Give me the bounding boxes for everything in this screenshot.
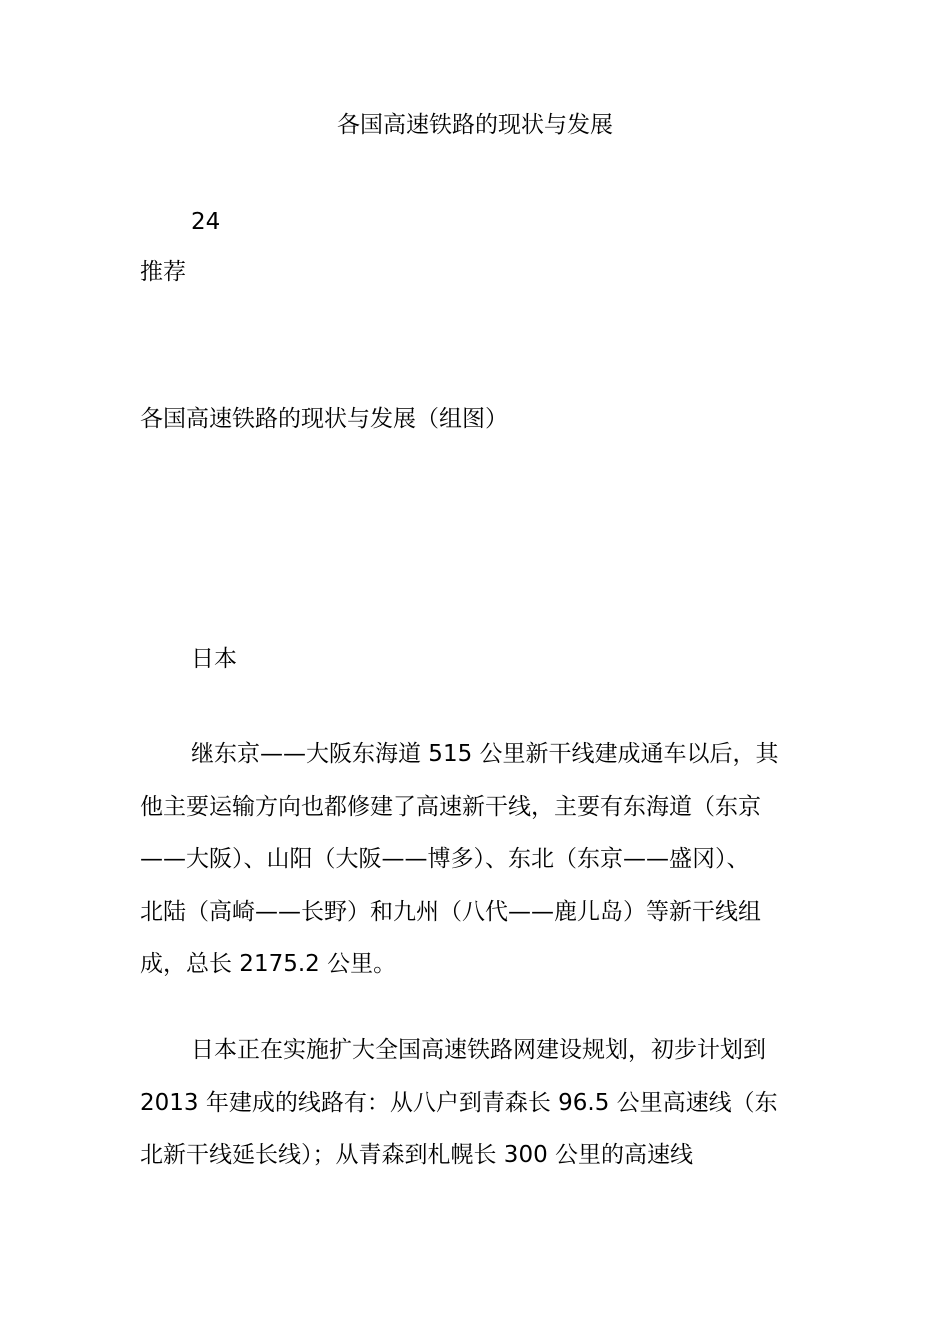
article-title: 各国高速铁路的现状与发展（组图） <box>140 406 508 432</box>
paragraph-line: 继东京——大阪东海道 515 公里新干线建成通车以后，其 <box>191 741 779 767</box>
paragraph-line: 成，总长 2175.2 公里。 <box>140 951 397 977</box>
paragraph-line: 日本正在实施扩大全国高速铁路网建设规划，初步计划到 <box>191 1037 766 1063</box>
paragraph-line: ——大阪）、山阳（大阪——博多）、东北（东京——盛冈）、 <box>140 846 750 872</box>
paragraph-line: 2013 年建成的线路有：从八户到青森长 96.5 公里高速线（东 <box>140 1089 778 1116</box>
paragraph-expansion-plan <box>140 1024 810 1182</box>
view-count: 24 <box>191 209 221 235</box>
paragraph-line: 他主要运输方向也都修建了高速新干线，主要有东海道（东京 <box>140 793 761 820</box>
recommend-label: 推荐 <box>140 259 186 285</box>
paragraph-line: 北陆（高崎——长野）和九州（八代——鹿儿岛）等新干线组 <box>140 898 761 925</box>
paragraph-shinkansen-network <box>140 728 810 991</box>
document-title: 各国高速铁路的现状与发展 <box>337 112 613 138</box>
section-heading-japan: 日本 <box>191 646 237 672</box>
paragraph-line: 北新干线延长线）；从青森到札幌长 300 公里的高速线 <box>140 1142 694 1168</box>
